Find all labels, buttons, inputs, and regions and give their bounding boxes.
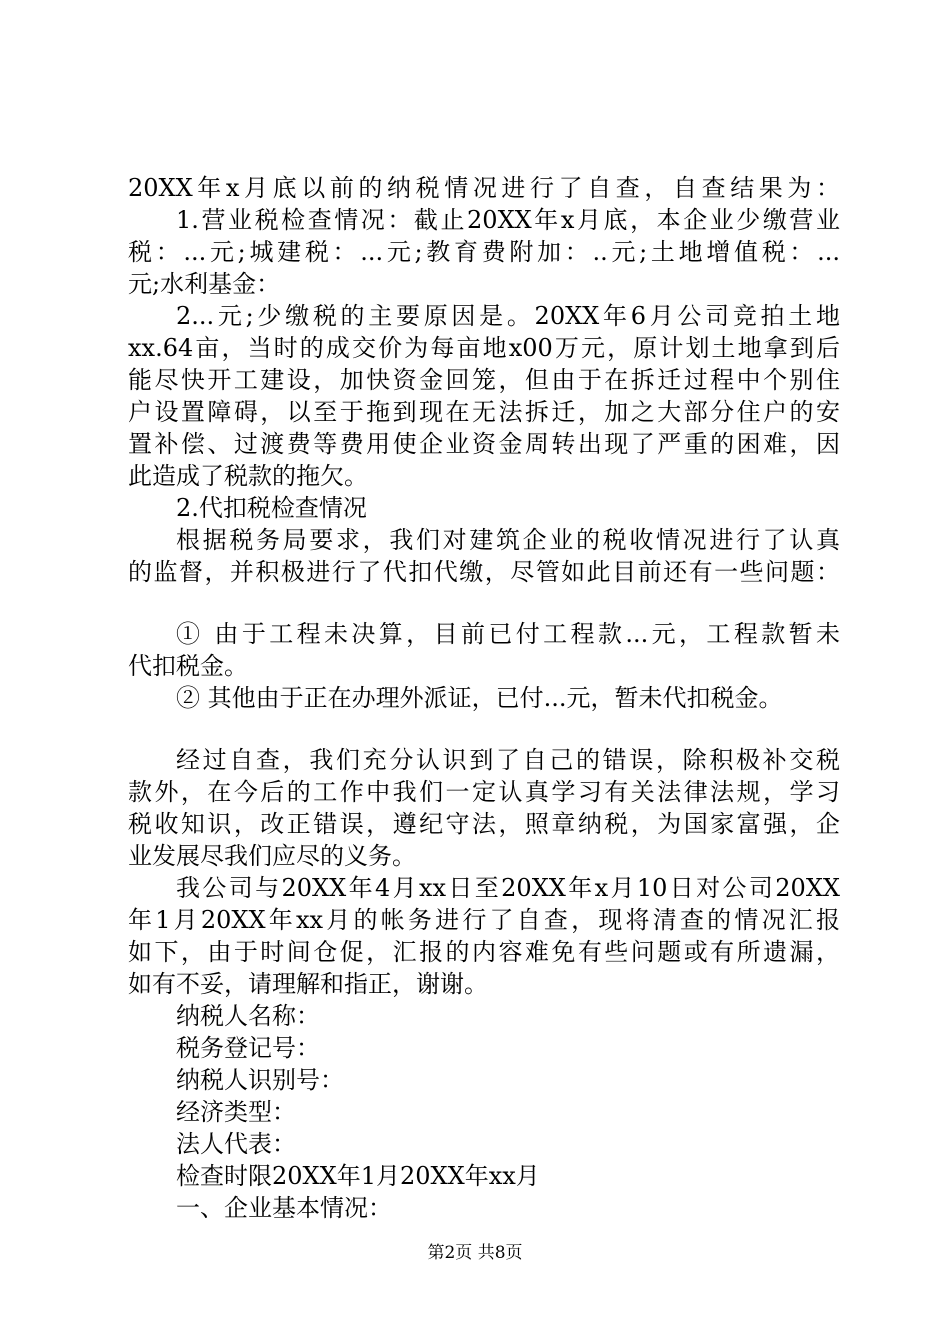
text-line: 能尽快开工建设，加快资金回笼，但由于在拆迁过程中个别住 xyxy=(128,366,840,394)
text-line: 年1月20XX年xx月的帐务进行了自查，现将清查的情况汇报 xyxy=(128,906,840,934)
document-body xyxy=(128,172,840,1224)
text-line: 我公司与20XX年4月xx日至20XX年x月10日对公司20XX xyxy=(176,874,840,902)
text-line: 如下，由于时间仓促，汇报的内容难免有些问题或有所遗漏， xyxy=(128,938,840,966)
form-field-label: 经济类型： xyxy=(176,1098,296,1126)
text-line: 经过自查，我们充分认识到了自己的错误，除积极补交税 xyxy=(176,746,840,774)
form-field-label: 纳税人识别号： xyxy=(176,1066,344,1094)
text-line: 20XX年x月底以前的纳税情况进行了自查，自查结果为： xyxy=(128,174,840,202)
section-heading: 2.代扣税检查情况 xyxy=(176,494,367,522)
text-line: 如有不妥，请理解和指正，谢谢。 xyxy=(128,970,488,998)
text-line: xx.64亩，当时的成交价为每亩地x00万元，原计划土地拿到后 xyxy=(128,334,840,362)
text-line: 款外，在今后的工作中我们一定认真学习有关法律法规，学习 xyxy=(128,778,840,806)
text-line: 置补偿、过渡费等费用使企业资金周转出现了严重的困难，因 xyxy=(128,430,840,458)
text-line: 此造成了税款的拖欠。 xyxy=(128,462,368,490)
paragraph-gap xyxy=(128,714,840,744)
form-field-label: 法人代表： xyxy=(176,1130,296,1158)
list-item: ① 由于工程未决算，目前已付工程款...元，工程款暂未 xyxy=(176,620,840,648)
text-line: 1.营业税检查情况：截止20XX年x月底，本企业少缴营业 xyxy=(176,206,840,234)
section-heading: 一、企业基本情况： xyxy=(176,1194,392,1222)
text-line: 根据税务局要求，我们对建筑企业的税收情况进行了认真 xyxy=(176,526,840,554)
form-field-label: 检查时限20XX年1月20XX年xx月 xyxy=(176,1162,540,1190)
list-item: ② 其他由于正在办理外派证，已付...元，暂未代扣税金。 xyxy=(176,684,783,712)
text-line: 元;水利基金： xyxy=(128,270,281,298)
text-line: 业发展尽我们应尽的义务。 xyxy=(128,842,416,870)
text-line: 户设置障碍，以至于拖到现在无法拆迁，加之大部分住户的安 xyxy=(128,398,840,426)
form-field-label: 纳税人名称： xyxy=(176,1002,320,1030)
text-line: 代扣税金。 xyxy=(128,652,248,680)
form-field-label: 税务登记号： xyxy=(176,1034,320,1062)
text-line: 的监督，并积极进行了代扣代缴，尽管如此目前还有一些问题： xyxy=(128,558,840,586)
page-number: 第2页 共8页 xyxy=(427,1243,523,1263)
text-line: 税：...元;城建税：...元;教育费附加：..元;土地增值税：... xyxy=(128,238,840,266)
text-line: 税收知识，改正错误，遵纪守法，照章纳税，为国家富强，企 xyxy=(128,810,840,838)
paragraph-gap xyxy=(128,588,840,618)
text-line: 2...元;少缴税的主要原因是。20XX年6月公司竞拍土地 xyxy=(176,302,840,330)
